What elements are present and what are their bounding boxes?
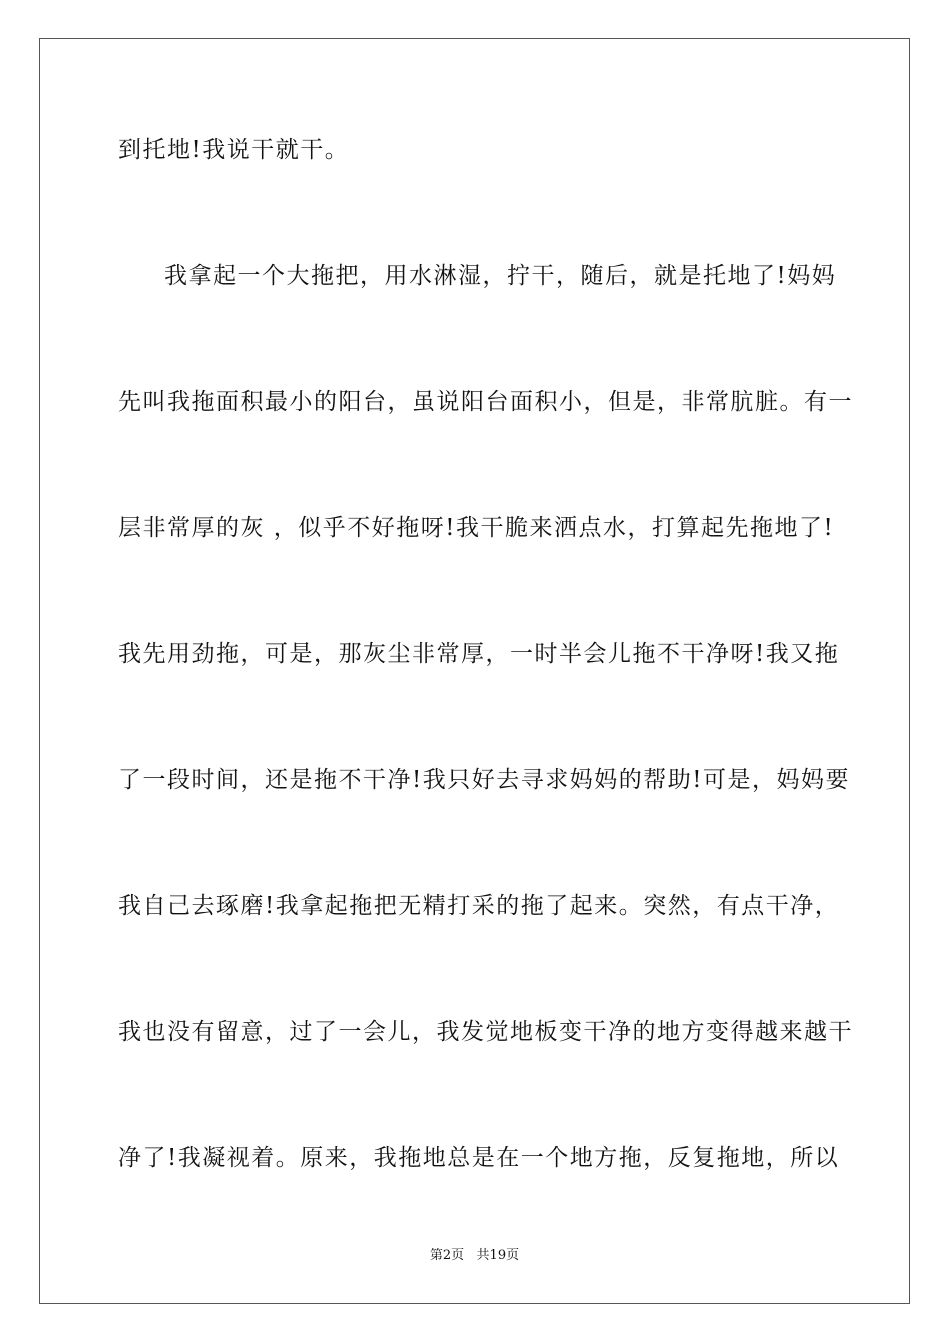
- text-line-8: 我也没有留意，过了一会儿，我发觉地板变干净的地方变得越来越干: [118, 1019, 853, 1045]
- text-line-1: 到托地!我说干就干。: [118, 137, 350, 163]
- page-frame: [39, 38, 910, 1304]
- text-line-7: 我自己去琢磨!我拿起拖把无精打采的拖了起来。突然，有点干净，: [118, 893, 840, 919]
- text-line-4: 层非常厚的灰 ，似乎不好拖呀!我干脆来洒点水，打算起先拖地了!: [118, 515, 835, 541]
- page-footer: 第2页 共19页: [429, 1248, 520, 1263]
- text-line-3: 先叫我拖面积最小的阳台，虽说阳台面积小，但是，非常肮脏。有一: [118, 389, 853, 415]
- text-line-9: 净了!我凝视着。原来，我拖地总是在一个地方拖，反复拖地，所以: [118, 1145, 840, 1171]
- text-line-6: 了一段时间，还是拖不干净!我只好去寻求妈妈的帮助!可是，妈妈要: [118, 767, 850, 793]
- text-line-5: 我先用劲拖，可是，那灰尘非常厚，一时半会儿拖不干净呀!我又拖: [118, 641, 840, 667]
- text-line-2: 我拿起一个大拖把，用水淋湿，拧干，随后，就是托地了!妈妈: [164, 263, 837, 289]
